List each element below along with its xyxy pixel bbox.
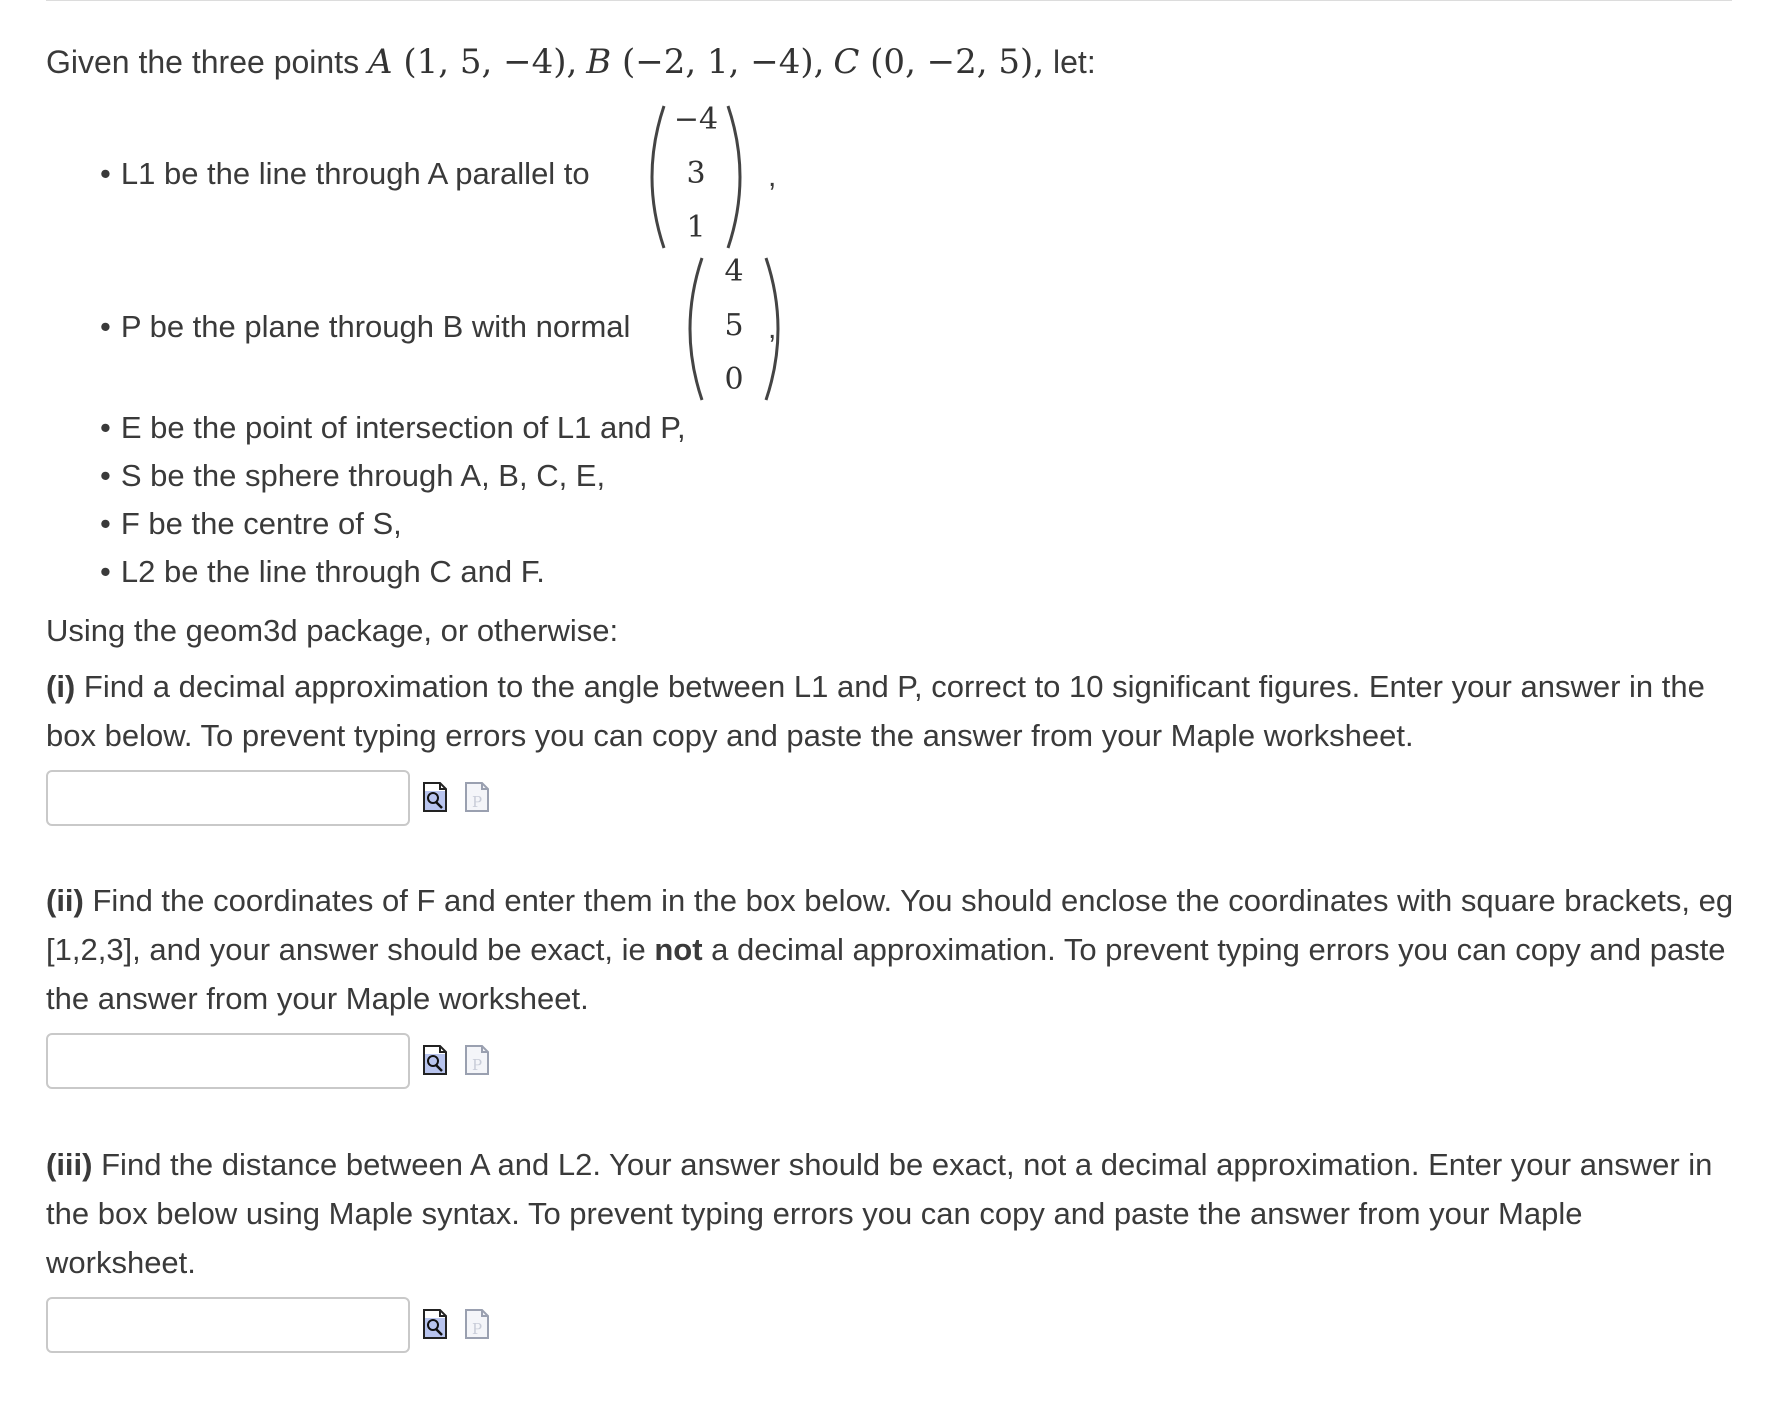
- preview-icon[interactable]: [422, 781, 448, 813]
- top-divider: [46, 0, 1732, 1]
- bullet-l1: • L1 be the line through A parallel to: [100, 156, 590, 192]
- vector-entry: 3: [686, 156, 706, 191]
- vector-entry: 1: [686, 210, 706, 245]
- answer-input-ii[interactable]: [46, 1033, 410, 1089]
- question-text: Find the coordinates of F and enter them in the box below. You should enclose the coordinates with square brackets, eg [1,2,3], and your answer should be exact, ie: [46, 883, 1734, 967]
- vector-entry: 4: [724, 254, 744, 289]
- answer-input-i[interactable]: [46, 770, 410, 826]
- question-iii: [46, 1140, 1736, 1287]
- svg-text:P: P: [472, 793, 483, 811]
- question-i: [46, 662, 1736, 760]
- point-c: C (0, −2, 5),: [833, 42, 1045, 82]
- comma: ,: [768, 312, 777, 345]
- preview-icon[interactable]: [422, 1044, 448, 1076]
- method-line: Using the geom3d package, or otherwise:: [46, 613, 619, 648]
- question-ii: [46, 876, 1736, 1023]
- question-label: (ii): [46, 883, 84, 918]
- plot-icon[interactable]: [464, 1044, 490, 1076]
- l1-direction-vector: [636, 100, 756, 254]
- plot-icon[interactable]: [464, 781, 490, 813]
- point-a: A (1, 5, −4),: [367, 42, 578, 82]
- plot-icon[interactable]: [464, 1308, 490, 1340]
- bullet-f: • F be the centre of S,: [100, 506, 402, 542]
- question-emphasis: not: [654, 932, 703, 967]
- point-b: B (−2, 1, −4),: [586, 42, 825, 82]
- vector-entry: 5: [724, 308, 744, 343]
- vector-entry: 0: [724, 362, 744, 397]
- bullet-s: • S be the sphere through A, B, C, E,: [100, 458, 605, 494]
- question-label: (i): [46, 669, 76, 704]
- bullet-e: • E be the point of intersection of L1 and P,: [100, 410, 686, 446]
- preview-icon[interactable]: [422, 1308, 448, 1340]
- svg-text:P: P: [472, 1056, 483, 1074]
- question-text: Find a decimal approximation to the angle between L1 and P, correct to 10 significant figures. Enter your answer in the box below. To prevent typing errors you can copy and paste the answer from your Maple worksheet.: [46, 669, 1705, 753]
- bullet-p: • P be the plane through B with normal: [100, 309, 630, 345]
- svg-text:P: P: [472, 1320, 483, 1338]
- intro-suffix: let:: [1053, 44, 1096, 80]
- bullet-l2: • L2 be the line through C and F.: [100, 554, 545, 590]
- vector-entry: −4: [673, 102, 719, 137]
- question-text: Find the distance between A and L2. Your answer should be exact, not a decimal approximation. Enter your answer in the box below using Maple syntax. To prevent typing errors you can copy and paste the answer from your Maple worksheet.: [46, 1147, 1713, 1280]
- comma: ,: [768, 160, 777, 193]
- intro-prefix: Given the three points: [46, 44, 360, 80]
- answer-input-iii[interactable]: [46, 1297, 410, 1353]
- question-text: a decimal approximation. To prevent typing errors you can copy and paste the answer from your Maple worksheet.: [46, 932, 1726, 1016]
- intro-line: [46, 42, 1096, 82]
- question-label: (iii): [46, 1147, 93, 1182]
